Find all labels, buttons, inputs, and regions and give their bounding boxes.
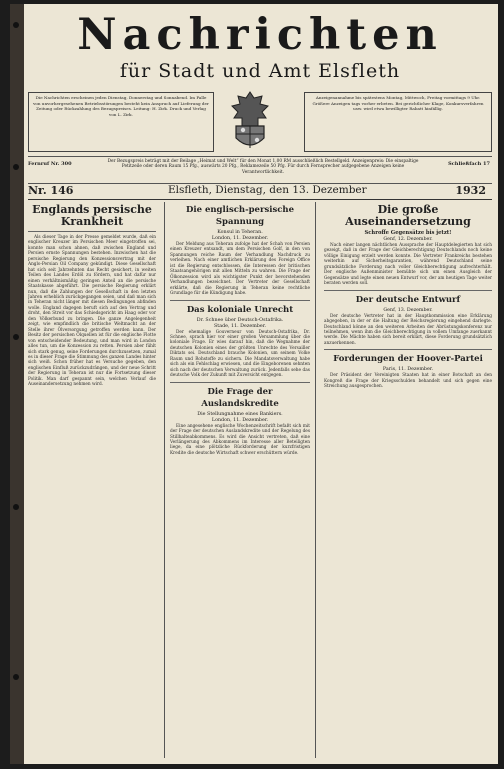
article-dateline: London, 11. Dezember.	[211, 417, 269, 423]
article-dateline: Paris, 11. Dezember.	[382, 367, 434, 373]
article-subheadline: Dr. Schnee über Deutsch-Ostafrika.	[196, 317, 284, 323]
masthead-title: Nachrichten	[77, 10, 443, 60]
divider	[28, 231, 156, 232]
article-headline: Forderungen der Hoover-Partei	[333, 354, 483, 365]
article-dateline: Genf, 13. Dezember.	[383, 307, 433, 313]
article-headline: Die englisch-persische Spannung	[185, 205, 295, 227]
po-box: Schließfach 17	[448, 161, 490, 167]
article-body: Der ehemalige Gouverneur von Deutsch-Ostafrika, Dr. Schnee, sprach hier vor einer großen Versammlung über die koloniale Frage. Er wies darauf hin, daß die Wegnahme der deutschen Kolonien eines der größten Unrechte des Versailler Diktats sei. Deutschland brauche Kolonien, um seinem Volke Raum und Rohstoffe zu sichern. Die Mandatsverwaltung habe sich als ein Fehlschlag erwiesen, und die Eingeborenen sehnten sich nach der deutschen Verwaltung zurück. Jedenfalls sehe das deutsche Volk der Zukunft mit Zuversicht entgegen.	[170, 329, 310, 379]
article-body: Eine angesehene englische Wochenzeitschrift befaßt sich mit der Frage der deutschen Auslandskredite und der Regelung des Stillhalteabkommens. Es wird die Ansicht vertreten, daß eine Verlängerung des Abkommens im Interesse aller Beteiligten liege, da eine plötzliche Rückforderung der kurzfristigen Kredite die deutsche Wirtschaft schwer erschüttern würde.	[170, 423, 310, 456]
article-body: Nach einer langen nächtlichen Aussprache der Hauptdelegierten hat sich gezeigt, daß in der Frage der Gleichberechtigung Deutschlands noch keine völlige Einigung erzielt werden konnte. Die Vertreter Frankreichs bestehen weiterhin auf Sicherheitsgarantien, während Deutschland seine grundsätzliche Forderung nach voller Gleichberechtigung aufrechterhält. Der englische Außenminister bemühte sich um einen Ausgleich der Gegensätze und legte einen neuen Entwurf vor, der am heutigen Tage weiter beraten werden soll.	[324, 243, 492, 287]
column-left	[28, 202, 156, 758]
divider	[170, 382, 310, 383]
binding-hole	[13, 164, 19, 170]
issue-number: Nr. 146	[28, 184, 74, 197]
newspaper-page	[10, 4, 498, 764]
article-dateline: Stade, 11. Dezember.	[214, 323, 266, 329]
dateline	[28, 183, 492, 200]
divider	[324, 349, 492, 350]
publication-notice: Die Nachrichten erscheinen jeden Dienstag, Donnerstag und Sonnabend. Im Falle von unvorhergesehenen Betriebsstörungen besteht kein Anspruch auf Lieferung der Zeitung oder Rückzahlung des Bezugspreises. Leitung: H. Zirk. Druck und Verlag von L. Zirk.	[28, 92, 214, 152]
column-middle	[164, 202, 316, 758]
article-subheadline: Die Stellungnahme eines Bankiers.	[197, 411, 283, 417]
year: 1932	[455, 184, 486, 197]
subscription-price-text: Der Bezugspreis beträgt mit der Beilage „Heimat und Welt“ für den Monat 1,00 RM ausschließlich Bestellgeld. Anzeigenpreis: Die einspaltige Petitzeile oder deren Raum 15 Pfg., auswärts 20 Pfg., Reklamezeile 50 Pfg. Für durch Fernsprecher aufgegebene Anzeigen keine Verantwortlichkeit.	[107, 159, 419, 175]
article-headline: Das koloniale Unrecht	[186, 304, 294, 315]
binding-hole	[13, 504, 19, 510]
advertising-notice: Anzeigenannahme bis spätestens Montag, Mittwoch, Freitag vormittags 9 Uhr. Größere Anzeigen tags vorher erbeten. Bei gerichtlicher Klage, Konkursverfahren usw. wird etwa bewilligter Rabatt hinfällig.	[304, 92, 492, 152]
article-body: Als dieser Tage in der Presse gemeldet wurde, daß ein englischer Kreuzer im Persischen Meer eingetroffen sei, konnte man schon ahnen, daß zwischen England und Persien ernste Spannungen bestehen. Inzwischen hat die persische Regierung den Konzessionsvertrag mit der Anglo-Persian Oil Company gekündigt. Diese Gesellschaft hat sich seit Jahrzehnten das Recht gesichert, in weiten Teilen des Landes Erdöl zu fördern, und hat dafür nur einen verhältnismäßig geringen Anteil an die persische Staatskasse abgeführt. Die persische Regierung erklärt nun, daß die Zahlungen der Gesellschaft in den letzten Jahren erheblich zurückgegangen seien, und daß man sich in Teheran nicht länger mit diesen Bedingungen abfinden wolle. England dagegen beruft sich auf den Vertrag und droht, den Streit vor das Schiedsgericht im Haag oder vor den Völkerbund zu bringen. Die ganze Angelegenheit zeigt, wie empfindlich die britische Weltmacht an der Stelle ihrer Ölversorgung getroffen werden kann. Der Besitz der persischen Ölquellen ist für die englische Flotte von entscheidender Bedeutung, und man wird in London alles tun, um die Konzession zu retten. Persien aber fühlt sich stark genug, seine Forderungen durchzusetzen, zumal es in dieser Frage die Stimmung des ganzen Landes hinter sich weiß. Schon früher hat es Versuche gegeben, den englischen Einfluß zurückzudrängen, und der neue Schritt der Regierung in Teheran ist nur die Fortsetzung dieser Politik. Man darf gespannt sein, welchen Verlauf die Auseinandersetzung nehmen wird.	[28, 235, 156, 388]
divider	[324, 290, 492, 291]
article-headline: Der deutsche Entwurf	[355, 294, 461, 305]
article-headline: Englands persische Krankheit	[32, 203, 152, 228]
masthead	[28, 10, 492, 86]
article-body: Der deutsche Vertreter hat in der Hauptkommission eine Erklärung abgegeben, in der er die Haltung der Reichsregierung eingehend darlegte. Deutschland könne an den weiteren Arbeiten der Abrüstungskonferenz nur teilnehmen, wenn ihm die Gleichberechtigung in vollem Umfange zuerkannt werde. Die Mächte haben sich bereit erklärt, diese Forderung grundsätzlich anzuerkennen.	[324, 313, 492, 346]
article-dateline: Genf, 12. Dezember.	[383, 237, 433, 242]
page-binding	[10, 4, 24, 764]
masthead-subtitle: für Stadt und Amt Elsfleth	[119, 60, 401, 82]
article-headline: Die Frage der Auslandskredite	[201, 386, 279, 409]
article-headline: Die große Auseinandersetzung	[345, 203, 471, 228]
place-and-date: Elsfleth, Dienstag, den 13. Dezember	[168, 184, 367, 196]
article-body: Der Meldung aus Teheran zufolge hat der Schah von Persien einen Kreuzer entsandt, um dem Persischen Golf, in den von Spannungen reiche Raum der Verhandlung Nachdruck zu verleihen. Nach einer amtlichen Erklärung des Foreign Office ist die Regierung entschlossen, die Interessen der britischen Staatsangehörigen mit allen Mitteln zu wahren. Die Frage der Ölkonzession wird als wichtigster Punkt der bevorstehenden Verhandlungen bezeichnet. Der Vertreter der Gesellschaft erklärte, daß die Regierung in Teheran keine rechtliche Grundlage für die Kündigung habe.	[170, 242, 310, 297]
binding-hole	[13, 334, 19, 340]
divider	[170, 300, 310, 301]
page-content	[28, 4, 492, 764]
article-dateline: London, 11. Dezember.	[211, 236, 269, 241]
article-body: Der Präsident der Vereinigten Staaten hat in einer Botschaft an den Kongreß die Frage der Kriegsschulden behandelt und sich gegen eine Streichung ausgesprochen.	[324, 373, 492, 390]
coat-of-arms-icon	[222, 90, 278, 154]
column-right	[324, 202, 492, 758]
article-subheadline: Schroffe Gegensätze bis jetzt!	[364, 230, 452, 236]
binding-hole	[13, 22, 19, 28]
phone-number: Fernruf Nr. 300	[28, 161, 72, 167]
binding-hole	[13, 674, 19, 680]
article-subheadline: Konsul in Teheran.	[217, 230, 263, 235]
price-info-bar	[28, 156, 492, 184]
